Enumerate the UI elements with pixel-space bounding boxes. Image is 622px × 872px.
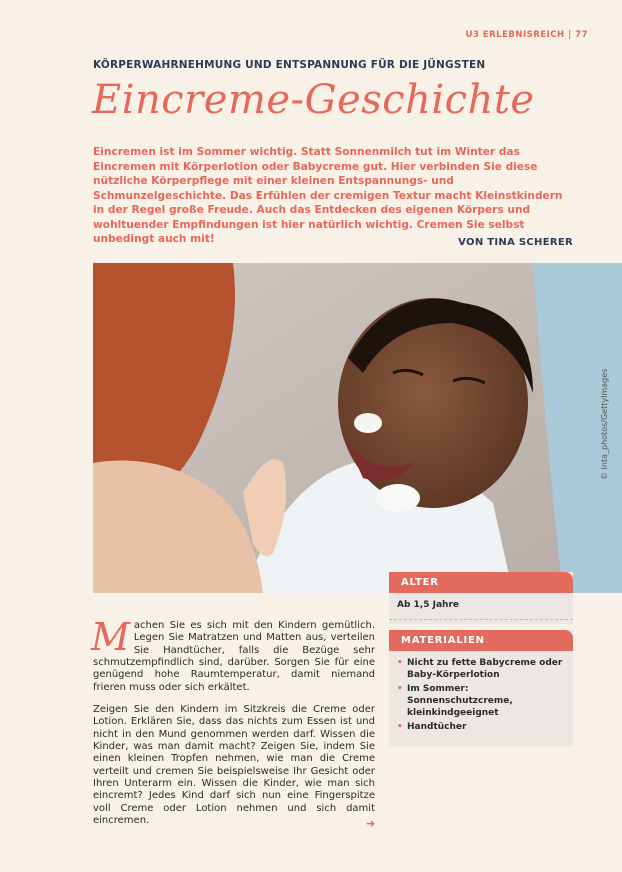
page-number: U3 ERLEBNISREICH | 77 xyxy=(465,30,588,40)
drop-cap: M xyxy=(91,615,130,659)
paragraph-1: Machen Sie es sich mit den Kindern gemütlich. Legen Sie Matratzen und Matten aus, verteilen Sie Handtücher, falls die Bezüge sehr schmutzempfindlich sind, darüber. Sorgen Sie für eine genügend hohe Raumtemperatur, damit niemand frieren muss oder sich erkältet. xyxy=(91,615,375,693)
materialien-list xyxy=(397,657,565,733)
paragraph-2: Zeigen Sie den Kindern im Sitzkreis die Creme oder Lotion. Erklären Sie, dass das nichts zum Essen ist und nicht in den Mund genommen werden darf. Wissen die Kinder, was man damit macht? Zeigen Sie, indem Sie einen kleinen Tropfen nehmen, wie man die Creme verteilt und cremen Sie beispielsweise Ihr Gesicht oder Ihren Unterarm ein. Wissen die Kinder, wie man sich eincremt? Jedes Kind darf sich nun eine Fingerspitze voll Creme oder Lotion nehmen und sich damit eincremen. xyxy=(93,704,375,827)
alter-box xyxy=(389,572,573,624)
article-intro: Eincremen ist im Sommer wichtig. Statt Sonnenmilch tut im Winter das Eincremen mit Körperlotion oder Babycreme gut. Hier verbinden Sie diese nützliche Körperpflege mit einer kleinen Entspannungs- und Schmunzelgeschichte. Das Erfühlen der cremigen Textur macht Kleinstkindern in der Regel große Freude. Auch das Entdecken des eigenen Körpers und wohltuender Empfindungen ist hier natürlich wichtig. Cremen Sie selbst unbedingt auch mit! xyxy=(93,146,563,245)
materialien-box xyxy=(389,630,573,747)
bullet-icon: • xyxy=(397,658,403,668)
list-item: • Im Sommer: Sonnenschutzcreme, kleinkindgeeignet xyxy=(397,684,513,718)
baby-photo-illustration xyxy=(93,263,622,593)
photo-credit: © Inta_photos/GettyImages xyxy=(600,368,609,480)
materialien-body xyxy=(389,651,573,743)
page-title: Eincreme-Geschichte xyxy=(92,77,535,123)
materialien-heading: MATERIALIEN xyxy=(389,630,573,651)
bullet-icon: • xyxy=(397,722,403,732)
alter-value: Ab 1,5 Jahre xyxy=(389,593,573,620)
baby-photo xyxy=(93,263,622,593)
list-item: • Handtücher xyxy=(397,722,467,732)
bullet-icon: • xyxy=(397,684,403,694)
author-byline: VON TINA SCHERER xyxy=(458,237,573,248)
article-kicker: KÖRPERWAHRNEHMUNG UND ENTSPANNUNG FÜR DIE JÜNGSTEN xyxy=(93,59,486,71)
article-body xyxy=(91,615,375,838)
continue-arrow-icon[interactable]: ➜ xyxy=(366,817,376,830)
alter-heading: ALTER xyxy=(389,572,573,593)
list-item: • Nicht zu fette Babycreme oder Baby-Körperlotion xyxy=(397,658,563,680)
